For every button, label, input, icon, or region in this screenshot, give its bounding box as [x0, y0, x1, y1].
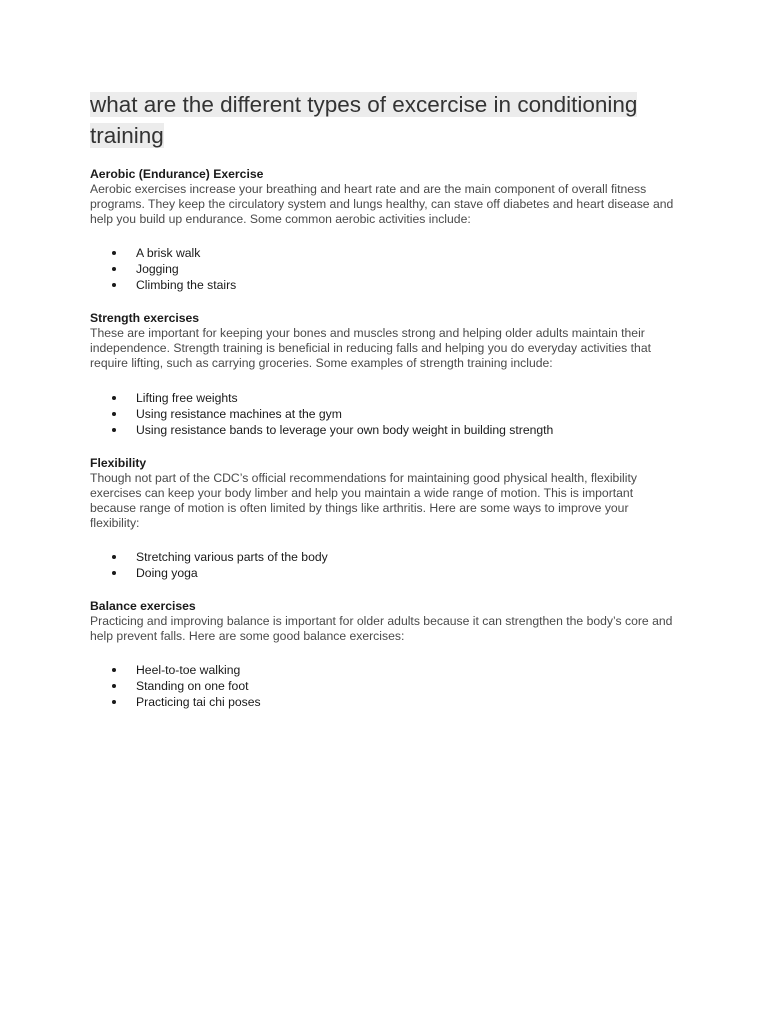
section-heading: Strength exercises [90, 311, 200, 325]
list-item-text: Doing yoga [136, 566, 198, 580]
bullet-list [112, 662, 261, 710]
list-item-text: Using resistance machines at the gym [136, 407, 342, 421]
title-block [90, 89, 690, 151]
list-item [112, 549, 328, 565]
list-item-text: Standing on one foot [136, 679, 249, 693]
list-item [112, 406, 553, 422]
list-item [112, 245, 236, 261]
list-item-text: Practicing tai chi poses [136, 695, 261, 709]
list-item [112, 277, 236, 293]
bullet-icon [112, 396, 116, 400]
bullet-icon [112, 251, 116, 255]
section-balance [90, 599, 680, 709]
list-item [112, 422, 553, 438]
section-paragraph: Aerobic exercises increase your breathing and heart rate and are the main component of overall fitness programs. They keep the circulatory system and lungs healthy, can stave off diabetes and heart disease and help you build up endurance. Some common aerobic activities include: [90, 182, 674, 226]
section-heading: Balance exercises [90, 599, 196, 613]
list-item-text: Climbing the stairs [136, 278, 237, 292]
bullet-icon [112, 267, 116, 271]
bullet-icon [112, 571, 116, 575]
section-paragraph: These are important for keeping your bones and muscles strong and helping older adults maintain their independence. Strength training is beneficial in reducing falls and helping you do everyday activities that require lifting, such as carrying groceries. Some examples of strength training include: [90, 326, 651, 370]
bullet-list [112, 245, 236, 293]
list-item-text: Heel-to-toe walking [136, 663, 241, 677]
bullet-icon [112, 428, 116, 432]
list-item-text: Lifting free weights [136, 391, 238, 405]
list-item-text: Jogging [136, 262, 179, 276]
bullet-icon [112, 668, 116, 672]
page-title [90, 89, 690, 151]
bullet-icon [112, 412, 116, 416]
section-paragraph: Practicing and improving balance is important for older adults because it can strengthen the body’s core and help prevent falls. Here are some good balance exercises: [90, 614, 673, 643]
section-heading: Aerobic (Endurance) Exercise [90, 167, 264, 181]
list-item [112, 662, 261, 678]
bullet-icon [112, 684, 116, 688]
section-flexibility [90, 456, 680, 580]
bullet-icon [112, 283, 116, 287]
bullet-list [112, 549, 328, 581]
list-item [112, 261, 236, 277]
list-item [112, 565, 328, 581]
list-item-text: A brisk walk [136, 246, 201, 260]
section-aerobic [90, 167, 680, 292]
page-title-text: what are the different types of excercise in conditioning training [90, 92, 638, 148]
bullet-icon [112, 700, 116, 704]
list-item [112, 694, 261, 710]
list-item-text: Using resistance bands to leverage your own body weight in building strength [136, 423, 554, 437]
list-item-text: Stretching various parts of the body [136, 550, 328, 564]
bullet-list [112, 390, 553, 438]
list-item [112, 678, 261, 694]
bullet-icon [112, 555, 116, 559]
section-heading: Flexibility [90, 456, 147, 470]
list-item [112, 390, 553, 406]
section-strength [90, 311, 680, 437]
section-paragraph: Though not part of the CDC’s official recommendations for maintaining good physical health, flexibility exercises can keep your body limber and help you maintain a wide range of motion. This is important because range of motion is often limited by things like arthritis. Here are some ways to improve your flexibility: [90, 471, 637, 530]
